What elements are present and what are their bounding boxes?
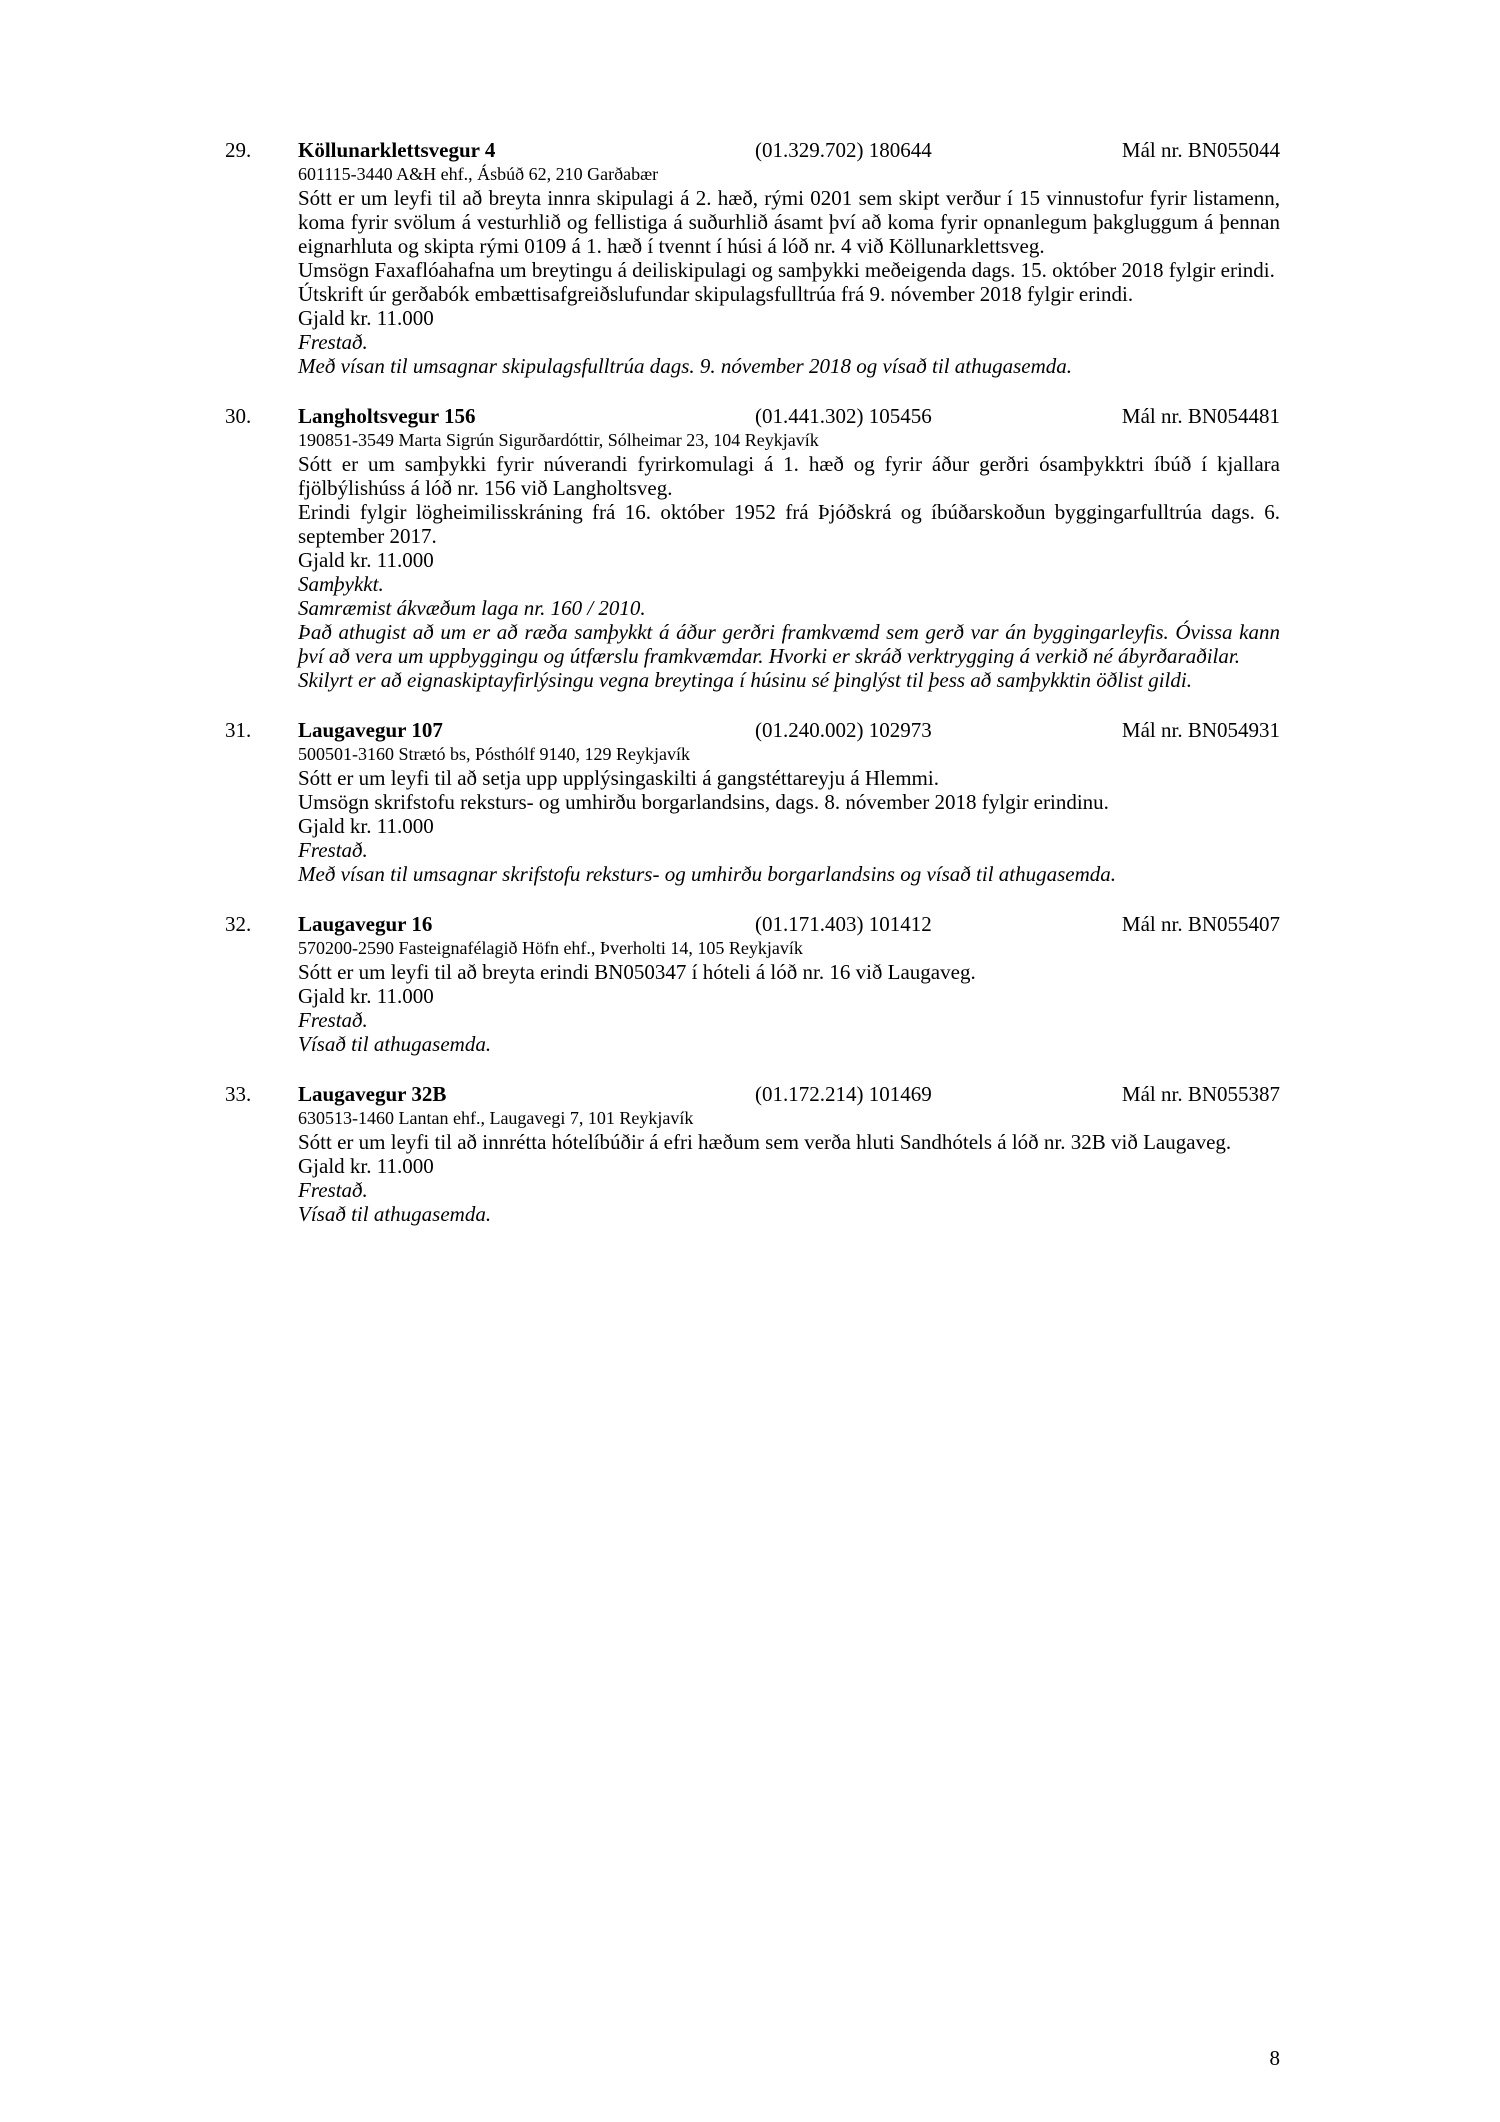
- item-paragraph: Frestað.: [298, 1008, 368, 1032]
- item-header: [225, 138, 1280, 162]
- item-body: [298, 960, 1280, 1056]
- item-title: Laugavegur 107: [298, 718, 443, 742]
- item-applicant: 570200-2590 Fasteignafélagið Höfn ehf., Þverholti 14, 105 Reykjavík: [298, 938, 803, 958]
- item-paragraph: Umsögn Faxaflóahafna um breytingu á deiliskipulagi og samþykki meðeigenda dags. 15. október 2018 fylgir erindi.: [298, 258, 1275, 282]
- item-paragraph: Umsögn skrifstofu reksturs- og umhirðu borgarlandsins, dags. 8. nóvember 2018 fylgir erindinu.: [298, 790, 1109, 814]
- item-number: 30.: [225, 404, 252, 428]
- item-applicant: 601115-3440 A&H ehf., Ásbúð 62, 210 Garðabær: [298, 164, 659, 184]
- item-number: 31.: [225, 718, 252, 742]
- item-paragraph: Vísað til athugasemda.: [298, 1202, 492, 1226]
- item-paragraph: Erindi fylgir lögheimilisskráning frá 16. október 1952 frá Þjóðskrá og íbúðarskoðun byggingarfulltrúa dags. 6. september 2017.: [298, 500, 1280, 548]
- item-number: 33.: [225, 1082, 252, 1106]
- item-paragraph: Með vísan til umsagnar skipulagsfulltrúa dags. 9. nóvember 2018 og vísað til athugasemda.: [298, 354, 1073, 378]
- item-property-code: (01.171.403) 101412: [755, 912, 932, 936]
- item-paragraph: Samræmist ákvæðum laga nr. 160 / 2010.: [298, 596, 646, 620]
- page-number: 8: [1269, 2046, 1280, 2070]
- item-paragraph: Sótt er um leyfi til að breyta innra skipulagi á 2. hæð, rými 0201 sem skipt verður í 15 vinnustofur fyrir listamenn, koma fyrir svölum á vesturhlið og fellistiga á suðurhlið ásamt því að koma fyrir opnanlegum þakgluggum á þennan eignarhluta og skipta rými 0109 á 1. hæð í tvennt í húsi á lóð nr. 4 við Köllunarklettsveg.: [298, 186, 1280, 258]
- item-paragraph: Gjald kr. 11.000: [298, 548, 434, 572]
- item-paragraph: Frestað.: [298, 838, 368, 862]
- item-property-code: (01.172.214) 101469: [755, 1082, 932, 1106]
- item-paragraph: Gjald kr. 11.000: [298, 814, 434, 838]
- item-paragraph: Frestað.: [298, 330, 368, 354]
- item-paragraph: Frestað.: [298, 1178, 368, 1202]
- item-applicant: 190851-3549 Marta Sigrún Sigurðardóttir, Sólheimar 23, 104 Reykjavík: [298, 430, 819, 450]
- item-applicant: 630513-1460 Lantan ehf., Laugavegi 7, 101 Reykjavík: [298, 1108, 694, 1128]
- agenda-item: [225, 404, 1280, 692]
- agenda-item: [225, 912, 1280, 1056]
- item-number: 29.: [225, 138, 252, 162]
- agenda-item: [225, 718, 1280, 886]
- item-paragraph: Það athugist að um er að ræða samþykkt á áður gerðri framkvæmd sem gerð var án byggingarleyfis. Óvissa kann því að vera um uppbyggingu og útfærslu framkvæmdar. Hvorki er skráð verktrygging á verkið né ábyrðaraðilar.: [298, 620, 1280, 668]
- item-paragraph: Gjald kr. 11.000: [298, 1154, 434, 1178]
- item-property-code: (01.441.302) 105456: [755, 404, 932, 428]
- agenda-item: [225, 138, 1280, 378]
- item-paragraph: Gjald kr. 11.000: [298, 984, 434, 1008]
- item-paragraph: Gjald kr. 11.000: [298, 306, 434, 330]
- item-paragraph: Sótt er um leyfi til að breyta erindi BN050347 í hóteli á lóð nr. 16 við Laugaveg.: [298, 960, 976, 984]
- item-title: Laugavegur 32B: [298, 1082, 447, 1106]
- item-paragraph: Útskrift úr gerðabók embættisafgreiðslufundar skipulagsfulltrúa frá 9. nóvember 2018 fylgir erindi.: [298, 282, 1134, 306]
- item-title: Laugavegur 16: [298, 912, 433, 936]
- agenda-item: [225, 1082, 1280, 1226]
- item-title: Langholtsvegur 156: [298, 404, 476, 428]
- item-case-number: Mál nr. BN055044: [1121, 138, 1280, 162]
- item-paragraph: Sótt er um leyfi til að innrétta hótelíbúðir á efri hæðum sem verða hluti Sandhótels á lóð nr. 32B við Laugaveg.: [298, 1130, 1232, 1154]
- item-paragraph: Sótt er um leyfi til að setja upp upplýsingaskilti á gangstéttareyju á Hlemmi.: [298, 766, 939, 790]
- item-body: [298, 766, 1280, 886]
- item-paragraph: Með vísan til umsagnar skrifstofu reksturs- og umhirðu borgarlandsins og vísað til athugasemda.: [298, 862, 1117, 886]
- item-case-number: Mál nr. BN055407: [1121, 912, 1280, 936]
- item-header: [225, 1082, 1280, 1106]
- item-property-code: (01.240.002) 102973: [755, 718, 932, 742]
- item-case-number: Mál nr. BN054481: [1121, 404, 1280, 428]
- item-paragraph: Skilyrt er að eignaskiptayfirlýsingu vegna breytinga í húsinu sé þinglýst til þess að samþykktin öðlist gildi.: [298, 668, 1192, 692]
- agenda-items: [225, 138, 1280, 1252]
- item-paragraph: Sótt er um samþykki fyrir núverandi fyrirkomulagi á 1. hæð og fyrir áður gerðri ósamþykktri íbúð í kjallara fjölbýlishúss á lóð nr. 156 við Langholtsveg.: [298, 452, 1280, 500]
- item-applicant: 500501-3160 Strætó bs, Pósthólf 9140, 129 Reykjavík: [298, 744, 691, 764]
- item-property-code: (01.329.702) 180644: [755, 138, 932, 162]
- item-header: [225, 404, 1280, 428]
- item-number: 32.: [225, 912, 252, 936]
- item-header: [225, 912, 1280, 936]
- item-case-number: Mál nr. BN055387: [1121, 1082, 1280, 1106]
- item-header: [225, 718, 1280, 742]
- item-body: [298, 1130, 1280, 1226]
- item-body: [298, 452, 1280, 692]
- item-paragraph: Vísað til athugasemda.: [298, 1032, 492, 1056]
- item-body: [298, 186, 1280, 378]
- item-paragraph: Samþykkt.: [298, 572, 384, 596]
- item-title: Köllunarklettsvegur 4: [298, 138, 496, 162]
- item-case-number: Mál nr. BN054931: [1121, 718, 1280, 742]
